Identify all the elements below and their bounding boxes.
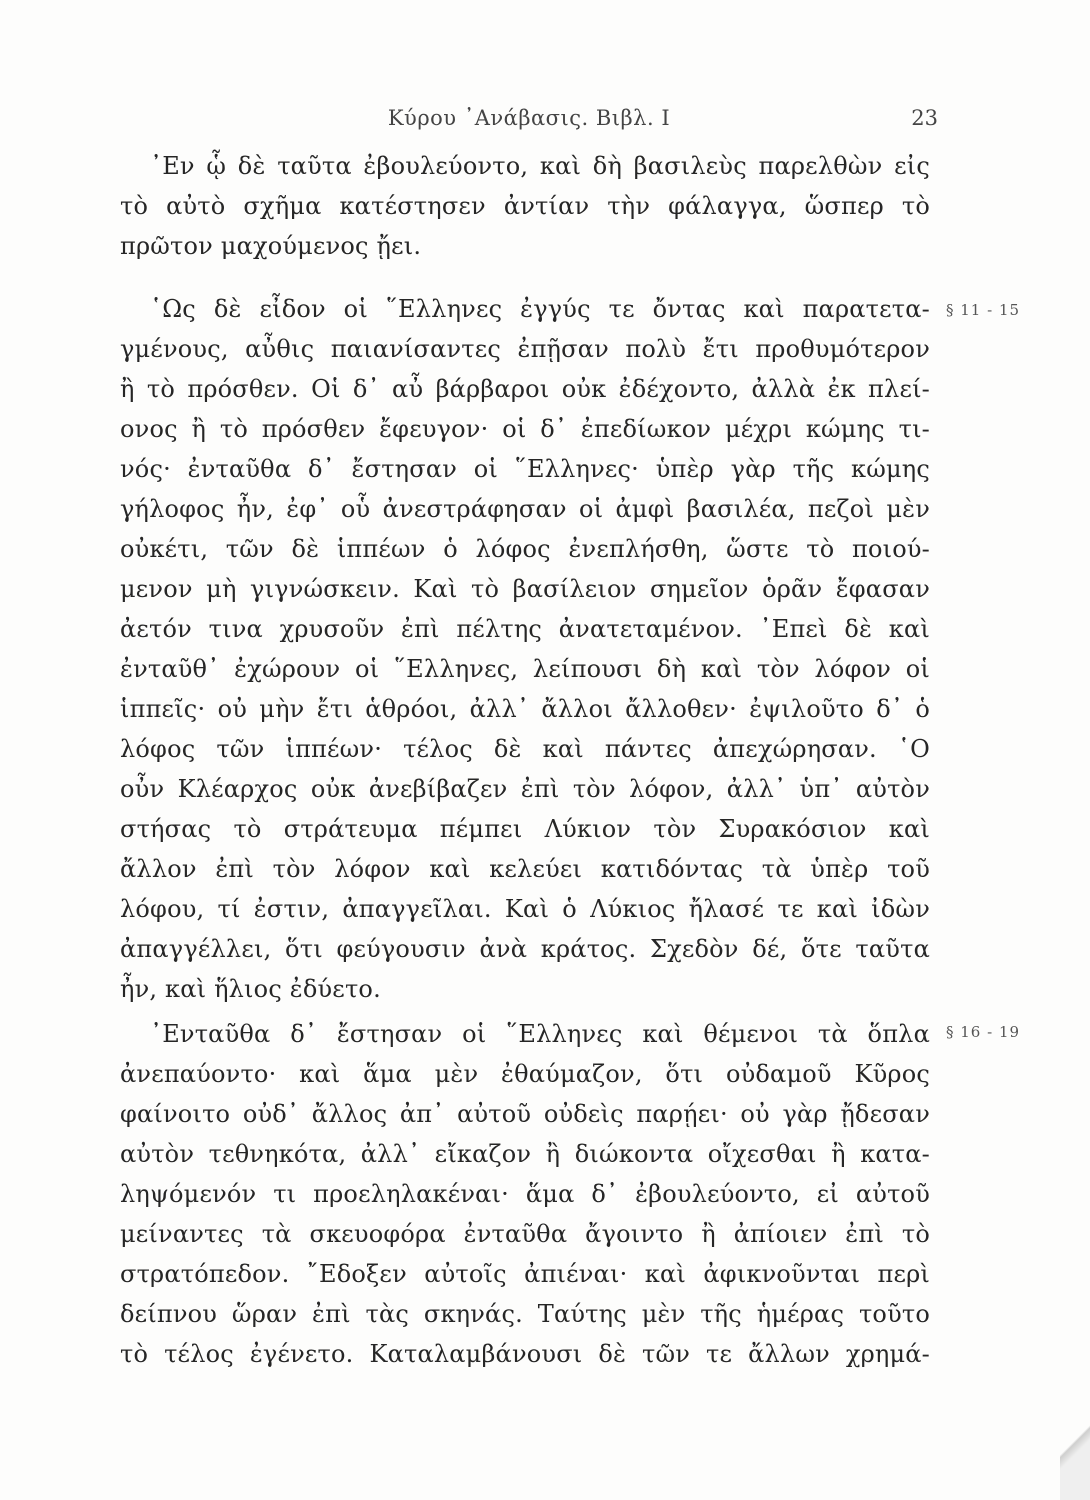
page-number: 23: [911, 106, 938, 130]
text-line: ἀνεπαύοντο· καὶ ἅμα μὲν ἐθαύμαζον, ὅτι οὐδαμοῦ Κῦρος: [120, 1060, 930, 1088]
text-line: ἀετόν τινα χρυσοῦν ἐπὶ πέλτης ἀνατεταμένον. ᾿Επεὶ δὲ καὶ: [120, 615, 930, 643]
section-marker: § 11 - 15: [946, 301, 1021, 319]
text-line: ἀπαγγέλλει, ὅτι φεύγουσιν ἀνὰ κράτος. Σχεδὸν δέ, ὅτε ταῦτα: [120, 935, 930, 963]
text-line: στρατόπεδον. ῎Εδοξεν αὐτοῖς ἀπιέναι· καὶ ἀφικνοῦνται περὶ: [120, 1260, 930, 1288]
text-line: μείναντες τὰ σκευοφόρα ἐνταῦθα ἄγοιντο ἢ ἀπίοιεν ἐπὶ τὸ: [120, 1220, 930, 1248]
text-line: φαίνοιτο οὐδ᾿ ἄλλος ἀπ᾿ αὐτοῦ οὐδεὶς παρῄει· οὐ γὰρ ᾔδεσαν: [120, 1100, 930, 1128]
text-line: γμένους, αὖθις παιανίσαντες ἐπῇσαν πολὺ ἔτι προθυμότερον: [120, 335, 930, 363]
text-line: μενον μὴ γιγνώσκειν. Καὶ τὸ βασίλειον σημεῖον ὁρᾶν ἔφασαν: [120, 575, 930, 603]
text-line: ἦν, καὶ ἥλιος ἐδύετο.: [120, 975, 381, 1003]
text-line: ᾿Εν ᾧ δὲ ταῦτα ἐβουλεύοντο, καὶ δὴ βασιλεὺς παρελθὼν εἰς: [150, 152, 930, 180]
running-title: Κύρου ᾿Ανάβασις. Βιβλ. Ι: [387, 106, 671, 130]
text-line: πρῶτον μαχούμενος ᾔει.: [120, 232, 422, 260]
text-line: αὐτὸν τεθνηκότα, ἀλλ᾿ εἴκαζον ἢ διώκοντα οἴχεσθαι ἢ κατα-: [120, 1140, 930, 1168]
page-corner-crease: [1060, 1380, 1090, 1500]
text-line: γήλοφος ἦν, ἐφ᾿ οὗ ἀνεστράφησαν οἱ ἀμφὶ βασιλέα, πεζοὶ μὲν: [120, 495, 930, 523]
text-line: ἱππεῖς· οὐ μὴν ἔτι ἁθρόοι, ἀλλ᾿ ἄλλοι ἄλλοθεν· ἐψιλοῦτο δ᾿ ὁ: [120, 695, 930, 723]
text-line: ληψόμενόν τι προεληλακέναι· ἅμα δ᾿ ἐβουλεύοντο, εἰ αὐτοῦ: [120, 1180, 930, 1208]
text-line: λόφος τῶν ἱππέων· τέλος δὲ καὶ πάντες ἀπεχώρησαν. ῾Ο: [120, 735, 930, 763]
text-line: λόφου, τί ἐστιν, ἀπαγγεῖλαι. Καὶ ὁ Λύκιος ἤλασέ τε καὶ ἰδὼν: [120, 895, 930, 923]
text-line: ἐνταῦθ᾿ ἐχώρουν οἱ ῞Ελληνες, λείπουσι δὴ καὶ τὸν λόφον οἱ: [120, 655, 930, 683]
section-marker: § 16 - 19: [946, 1023, 1021, 1041]
text-line: νός· ἐνταῦθα δ᾿ ἔστησαν οἱ ῞Ελληνες· ὑπὲρ γὰρ τῆς κώμης: [120, 455, 930, 483]
text-line: ονος ἢ τὸ πρόσθεν ἔφευγον· οἱ δ᾿ ἐπεδίωκον μέχρι κώμης τι-: [120, 415, 930, 443]
text-line: ἄλλον ἐπὶ τὸν λόφον καὶ κελεύει κατιδόντας τὰ ὑπὲρ τοῦ: [120, 855, 930, 883]
text-line: ᾿Ενταῦθα δ᾿ ἔστησαν οἱ ῞Ελληνες καὶ θέμενοι τὰ ὅπλα: [150, 1020, 930, 1048]
text-line: οὖν Κλέαρχος οὐκ ἀνεβίβαζεν ἐπὶ τὸν λόφον, ἀλλ᾿ ὑπ᾿ αὐτὸν: [120, 775, 930, 803]
text-line: τὸ τέλος ἐγένετο. Καταλαμβάνουσι δὲ τῶν τε ἄλλων χρημά-: [120, 1340, 930, 1368]
text-line: δείπνου ὥραν ἐπὶ τὰς σκηνάς. Ταύτης μὲν τῆς ἡμέρας τοῦτο: [120, 1300, 930, 1328]
text-line: ῾Ως δὲ εἶδον οἱ ῞Ελληνες ἐγγύς τε ὄντας καὶ παρατετα-: [150, 295, 930, 323]
text-line: στήσας τὸ στράτευμα πέμπει Λύκιον τὸν Συρακόσιον καὶ: [120, 815, 930, 843]
text-line: ἢ τὸ πρόσθεν. Οἱ δ᾿ αὖ βάρβαροι οὐκ ἐδέχοντο, ἀλλὰ ἐκ πλεί-: [120, 375, 930, 403]
running-head: [120, 101, 938, 135]
text-line: τὸ αὐτὸ σχῆμα κατέστησεν ἀντίαν τὴν φάλαγγα, ὥσπερ τὸ: [120, 192, 930, 220]
text-line: οὐκέτι, τῶν δὲ ἱππέων ὁ λόφος ἐνεπλήσθη, ὥστε τὸ ποιού-: [120, 535, 930, 563]
